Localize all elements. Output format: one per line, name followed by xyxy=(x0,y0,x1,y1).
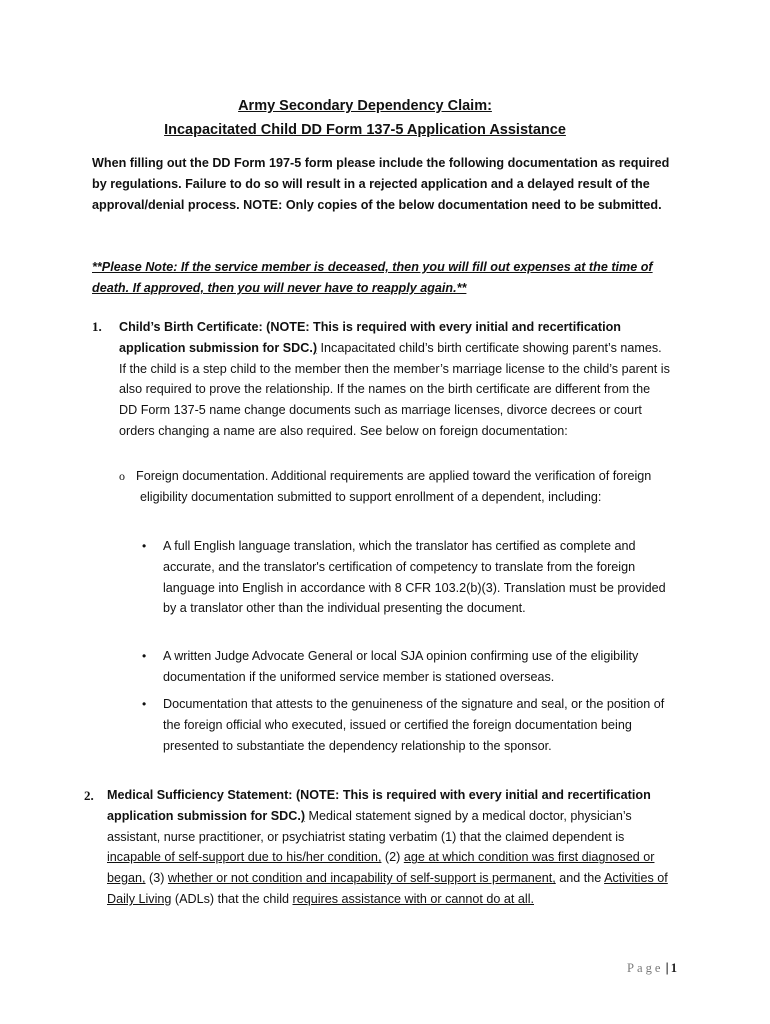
bullet-1-marker: • xyxy=(142,539,147,553)
page-number: 1 xyxy=(670,961,678,975)
item-2-criterion-1: incapable of self-support due to his/her condition, xyxy=(107,850,382,865)
item-2-body-d: and the xyxy=(555,871,605,886)
bullet-3-text: Documentation that attests to the genuineness of the signature and seal, or the position of the foreign official who executed, issued or certified the foreign documentation being presented to substantiate the dependency relationship to the sponsor. xyxy=(163,697,665,753)
item-1-body: Incapacitated child’s birth certificate showing parent’s names. If the child is a step child to the member then the member’s marriage license to the child’s parent is also required to prove the relationship. If the names on the birth certificate are different from the DD Form 137-5 name change documents such as marriage licenses, divorce decrees or court orders changing a name are also required. See below on foreign documentation: xyxy=(119,340,670,438)
item-2-heading: Medical Sufficiency Statement: (NOTE: This is required with every initial and recertification application submission for SDC. xyxy=(107,788,651,823)
bullet-1-text: A full English language translation, which the translator has certified as complete and accurate, and the translator's certification of competency to translate from the foreign language into English in accordance with 8 CFR 103.2(b)(3). Translation must be provided by a translator other than the individual presenting the document. xyxy=(163,539,666,616)
title-line-1: Army Secondary Dependency Claim: xyxy=(238,98,492,114)
item-1-heading-close: ) xyxy=(312,340,318,355)
page-separator: | xyxy=(665,961,669,975)
item-2-heading-close: ) xyxy=(300,808,306,823)
item-2-body-a: Medical statement signed by a medical doctor, physician’s assistant, nurse practitioner, or psychiatrist stating verbatim (1) that the claimed dependent is xyxy=(107,808,632,844)
deceased-note: **Please Note: If the service member is deceased, then you will fill out expenses at the time of death. If approved, then you will never have to reapply again.** xyxy=(92,260,653,295)
item-1-number: 1. xyxy=(92,319,102,334)
item-1-heading: Child’s Birth Certificate: (NOTE: This is required with every initial and recertification application submission for SDC. xyxy=(119,320,621,355)
foreign-documentation-text: Foreign documentation. Additional requirements are applied toward the verification of foreign eligibility documentation submitted to support enrollment of a dependent, including: xyxy=(136,469,652,504)
bullet-2-text: A written Judge Advocate General or local SJA opinion confirming use of the eligibility documentation if the uniformed service member is stationed overseas. xyxy=(163,649,639,684)
item-2-adl-term: Activities of Daily Living xyxy=(107,871,668,906)
item-2-adl-requirement: requires assistance with or cannot do at all. xyxy=(292,891,535,906)
item-2-body-e: (ADLs) that the child xyxy=(171,891,293,906)
item-1-text xyxy=(119,317,671,442)
item-2-criterion-2: age at which condition was first diagnosed or began, xyxy=(107,850,655,886)
bullet-3-marker: • xyxy=(142,697,147,711)
item-2-criterion-3: whether or not condition and incapability of self-support is permanent, xyxy=(167,871,556,886)
item-2-body-c: (3) xyxy=(145,871,168,886)
sub-list-marker: o xyxy=(119,469,125,483)
intro-paragraph: When filling out the DD Form 197-5 form please include the following documentation as required by regulations. Failure to do so will result in a rejected application and a delayed result of the approval/denial process. NOTE: Only copies of the below documentation need to be submitted. xyxy=(92,156,670,212)
item-2-number: 2. xyxy=(84,788,94,803)
bullet-2-marker: • xyxy=(142,649,147,663)
item-2-body-b: (2) xyxy=(381,850,404,865)
page-label: Page xyxy=(627,961,664,975)
title-line-2: Incapacitated Child DD Form 137-5 Application Assistance xyxy=(164,122,566,138)
page-footer xyxy=(627,961,677,976)
item-2-text xyxy=(107,785,673,910)
